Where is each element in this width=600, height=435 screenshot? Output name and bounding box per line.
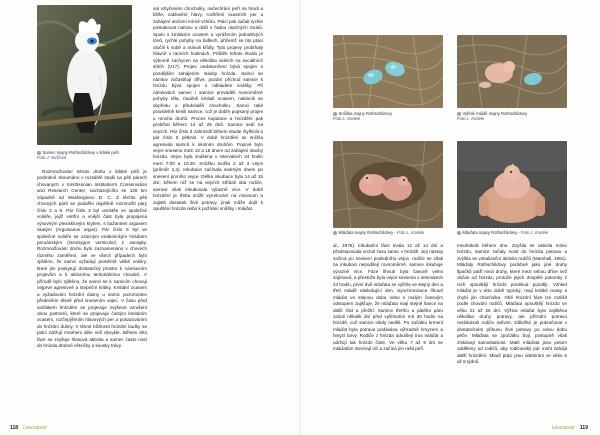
left-folio <box>10 425 51 431</box>
paragraph: val vztyčeném chocholky, načechrání peří na hrudi a břiše, zaklonění hlavy, rozšíření ocasních per a zahájení otočení mírně vzhůru. Ptáci pak začali rychle poskakovat nahoru a dolů s řadou úsečných zvuků. Spolu s kmitáním ocasem a vyrážením jednotlivých tónů, rychlé pohyby na bidlech, přičemž se tito ptáci otočili k sobě a mávali křídly. Tyto projevy probíhaly hlavně v ranních hodinách. Průběh tohoto rituálu je výborně zachycen na několika videích na sociálních sítích (V17). Projev nedokončení bývá spojen s pozdějším zahájením stavby hnízda. Samci se námluv zúčastňují dříve, pozdní příchod samice k hnízdu bývá spojen s odkladem snášky. Při námluvách samec i samice prováděli rovnoměrné pohyby těla, rituálně kmitali ocasem, naklonili se dopředu a předváděli chocholku. Samci také pravidelně krmili samice, což je dobře popsaný projev u mnoha druhů. Proces kopulace a hnízdění pak probíhal během 14 až 25 dnů. Samice sedí na vejcích. Pár číslo 3 zahnízdil během studie čtyřikrát a pár číslo 5 pětkrát. V době hnízdění se snížila agresivita samců k okolním druhům. Poprvé bylo vejce sneseno mezi 12 a 18 dnem od zahájení stavby hnízda. Vejce byla snášena v intervalech 24 hodin mezi 7:00 a 10:30. Snůšku tvořila 2 až 3 vejce (průměr 2,4). Inkubace začínala sedmým dnem po snesení prvního vejce. Délka inkubace byla 14 až 15 dní, během níž se na vejcích střídali oba rodiče, samice však inkubovala výrazně více. V době hnízdění je třeba snížit vyrušování na minimum a zajistit dostatek živé potravy, jinak může dojít k opuštění hnízda nebo k požírání snůšky i mláďat. <box>153 6 263 212</box>
caption-bullet-icon <box>333 231 337 235</box>
page-number: 118 <box>10 425 19 431</box>
hatchling-caption <box>457 111 567 122</box>
caption-credit: Foto L. Kodele <box>333 116 361 122</box>
caption-bullet-icon <box>37 151 41 155</box>
caption-title: Snůška majny Rothschildovy <box>338 111 393 116</box>
eggs-caption <box>333 111 443 122</box>
right-folio <box>547 425 588 431</box>
chicks-nest-caption: Mláďata majny Rothschildovy - Foto L. Kodele <box>333 230 443 235</box>
caption-credit: Foto L. Kodele <box>457 116 485 122</box>
eggs-photo <box>333 35 443 108</box>
caption-title: Samec majny Rothschildovy v lidské péči <box>42 150 120 155</box>
caption-title: Vylíhlé mládě majny Rothschildovy <box>462 111 528 116</box>
hatchling-illustration <box>457 35 567 108</box>
caption-bullet-icon <box>457 112 461 116</box>
caption-bullet-icon <box>333 112 337 116</box>
bird-photo <box>37 5 132 145</box>
caption-bullet-icon <box>457 231 461 235</box>
caption-credit: Foto L. Kodele <box>520 230 549 235</box>
bird-photo-caption <box>37 150 147 161</box>
page-number: 119 <box>579 425 588 431</box>
bali-myna-illustration <box>37 5 132 145</box>
caption-credit: Foto L. Kodele <box>396 230 425 235</box>
hatchling-photo <box>457 35 567 108</box>
text-column-3 <box>333 243 443 413</box>
chick-in-hand-photo <box>457 141 567 228</box>
magazine-name: Leucopsar <box>551 425 575 431</box>
chick-in-hand-caption: Mláďata majny Rothschildovy - Foto L. Kodele <box>457 230 567 235</box>
nest-eggs-illustration <box>333 35 443 108</box>
text-column-4 <box>457 243 567 413</box>
caption-title: Mláďata majny Rothschildovy <box>462 230 518 235</box>
caption-credit: Foto J. Nušlová <box>37 155 67 161</box>
text-column-2 <box>153 6 263 414</box>
text-column-1 <box>37 169 147 414</box>
caption-title: Mláďata majny Rothschildovy <box>338 230 394 235</box>
chicks-nest-photo <box>333 141 443 228</box>
right-page <box>300 0 600 435</box>
chick-in-hand-illustration <box>457 141 567 228</box>
paragraph: Rozmnožování tohoto druhu v lidské péči je podrobně zkoumáno v rozsáhlé studii na pěti párech chovaných v Smithsonian Institution's Conservation and Research Center, nacházejícího se 128 km západně od Washingtonu D. C. Z těchto pěti chovných párů se podařilo úspěšně rozmnožit páry číslo 3 a 5. Pár číslo 3 byl umístěn ve společné voliéře, jejíž vnitřní a vnější část byla propojena výsuvným plexisklovým krytem, s bažantem argusem okatým (Argusianus argus). Pár číslo 5 byl ve společné voliéře se vzácným endemickým holubem peruánským (Geotrygon versicolor) z Jamajky. Rozmnožování druhu bylo zaznamenáno v chovech různého zaměření, ale ve všech případech bylo zjištěno, že samci vyžadují poměrně velké voliéry, které jim poskytují dostatečný prostor k námluvním projevům a k aktivnímu teritoriálnímu chování. V přírodě bylo zjištěno, že samci se k samicím chovají nejprve agresivně a stepeční kritiky. Kmitání ocasem a vyžadování hnízdní dutiny u samic pozorováno především těsně před snesením vajec. V času před začátkem hnízdění se projevuje zvýšené vzrušení obou partnerů, které se projevuje častým kmitáním ocasem, rozčepýřením hlavových per a posazováním do hnízdní dutiny. V těsné blízkosti hnízdní budky se ptáci zdržují mnohem déle než obvykle. Během této fáze se zvyšuje hlasová aktivita a samec často nosí do hnízda drobné větvičky a kousky trávy. <box>37 169 147 349</box>
magazine-name: Leucopsar <box>23 425 47 431</box>
paragraph: al., 1976). Inkubační fáze trvala 12 až 14 dní a představovala vrchol času samic v hnízdě. Její nástup začíná po snesení posledního vejce, rodiče se však na inkubaci nepodílejí rovnoměrně, samice inkubuje výrazně více. Fáze líhnutí byla časově velmi zajímavá, a přestože byla vejce snesena v intervalech 24 hodin, první dvě mláďata se vylíhla ve stejný den a třetí mládě následující den. Synchronizace líhnutí mláďat ve stejnou dobu nebo s malým časovým odstupem zajišťuje, že mláďata mají stejné šance na další růst a přežití. Samice třetího a pátého páru začali několik dní před vylíhnutím mít 30 hodin na hnízdě, což samice nikdy neděli. Po začátku krmení mláďat byla potrava podávána výhradně hmyzem a hmyzí larvy. Rodiče z hnízda odnášejí trus mláďat a udržují tak hnízdo čisté. Ve věku 7 až 9 dní se mláďatům otevírají oči a začíná jim rašit peří. <box>333 243 443 352</box>
paragraph: mnohokrát během dne. Zvyšila se aktivita mimo hnízdo, samice začaly nosit do hnízda potravu a zvýšila se vokalizační aktivita rodičů (Marshall, 1981). Mláďaty Rothschildovy podobně jako jiné druhy špačků patří mezi druhy, které mezi sebou dříve než občas od hnízda, protože jejich dospělé potomky z nich opouštějí hnízdo poněkud později. Vzhled mláďat je v této době typický, mají krátké ocasy a chybí jim chocholka. Obě hnízdní fáze lze rozlišit podle chování rodičů. Mláďata opouštějí hnízdo ve věku 21 až 25 dní. Výživa mláďat byla zajištěna několika druhy potravy, ale přírodní potravu nedokázali rodiče ovlivnit. Důležité je pokračovat v dostatečném přísunu živé potravy po celou dobu péče. Mláďata se zpočátku bojí, postupně však získávají samostatnost. Malé mláďata jsou potom odděleny od rodičů, aby rodičovský pár mohl zahájit další hnízdění. Mladí ptáci jsou odebíráni ve věku 6 až 8 týdnů. <box>457 243 567 365</box>
chicks-nest-illustration <box>333 141 443 228</box>
